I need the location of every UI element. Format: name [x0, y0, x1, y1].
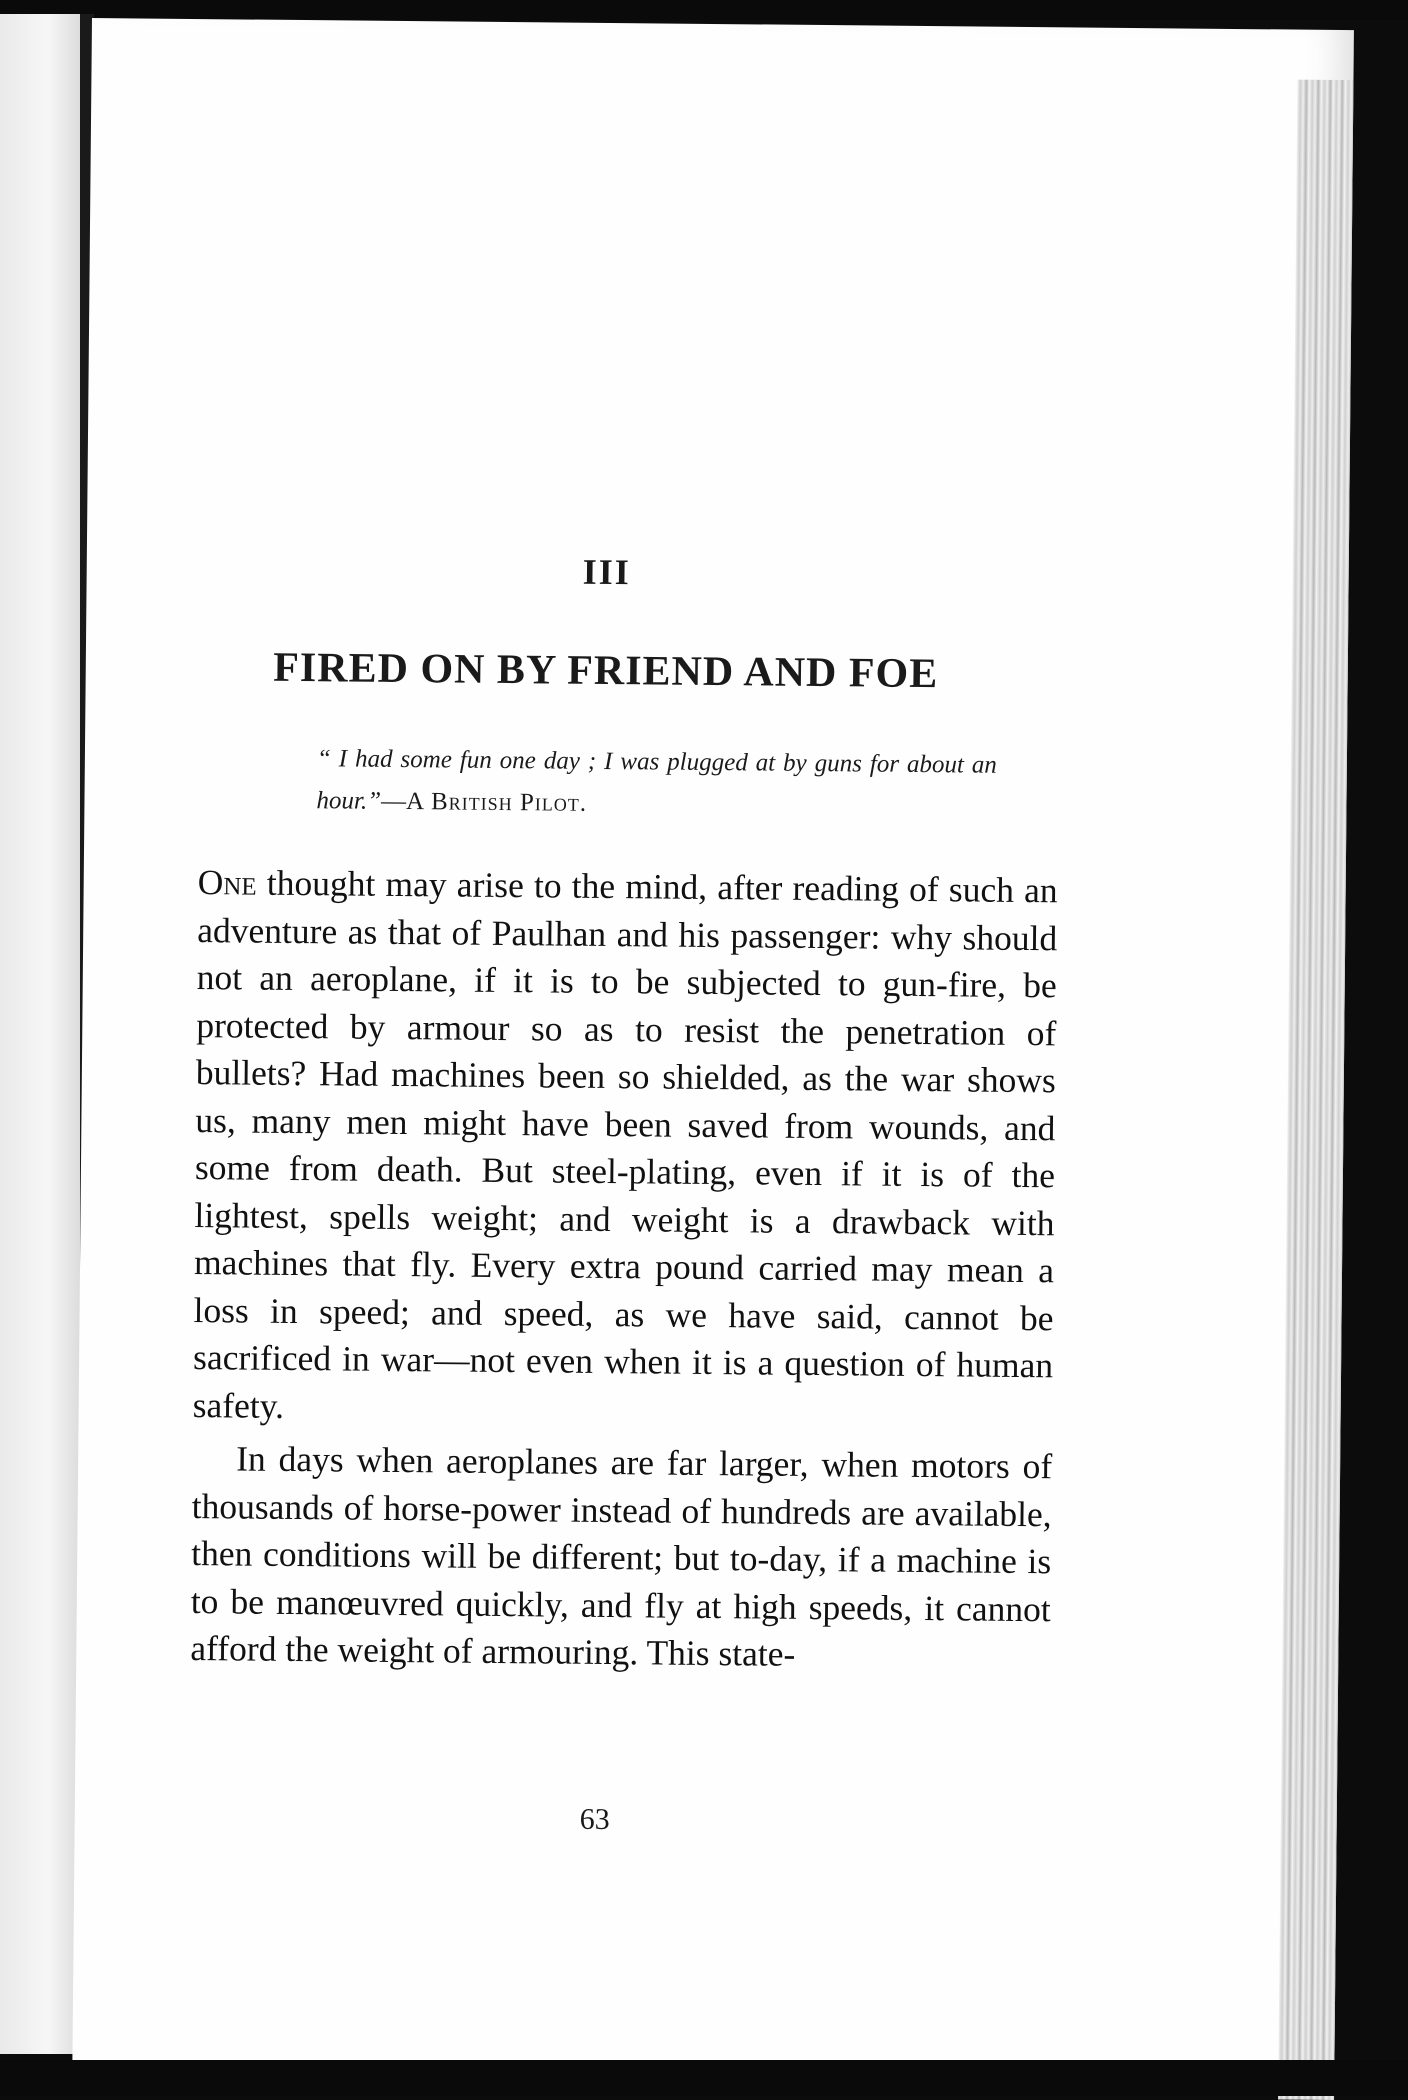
chapter-title: FIRED ON BY FRIEND AND FOE [273, 644, 939, 698]
page-block-edge [1278, 80, 1353, 2100]
paragraph [190, 1435, 1052, 1681]
scan-top-border [0, 0, 1408, 20]
epigraph-quote: “ I had some fun one day ; I was plugged at by guns for about an hour.” [316, 745, 997, 815]
book-page [72, 18, 1354, 2078]
paragraph-text: thought may arise to the mind, after reading of such an adventure as that of Paulhan and his passenger: why should not an aeroplane, if it is to be subjected to gun-fire, be protected by armour so as to resist the penetration of bullets? Had machines been so shielded, as the war shows us, many men might have been saved from wounds, and some from death. But steel-plating, even if it is of the lightest, spells weight; and weight is a drawback with machines that fly. Every extra pound carried may mean a loss in speed; and speed, as we have said, cannot be sacrificed in war—not even when it is a question of human safety. [192, 862, 1058, 1426]
epigraph-dash: — [380, 787, 407, 816]
epigraph [316, 738, 997, 829]
epigraph-attribution: A British Pilot. [405, 788, 588, 817]
scan-bottom-border [0, 2060, 1408, 2096]
page-number: 63 [579, 1802, 610, 1837]
chapter-number: III [582, 551, 631, 593]
body-text [190, 859, 1058, 1681]
facing-page-edge [0, 14, 80, 2054]
paragraph-text: In days when aeroplanes are far larger, when motors of thousands of horse-power instead of hundreds are available, then conditions will be different; but to-day, if a machine is to be manœuvred quickly, and fly at high speeds, it cannot afford the weight of armouring. This state- [190, 1438, 1053, 1674]
paragraph [192, 859, 1057, 1437]
paragraph-lead-word: One [197, 862, 257, 903]
